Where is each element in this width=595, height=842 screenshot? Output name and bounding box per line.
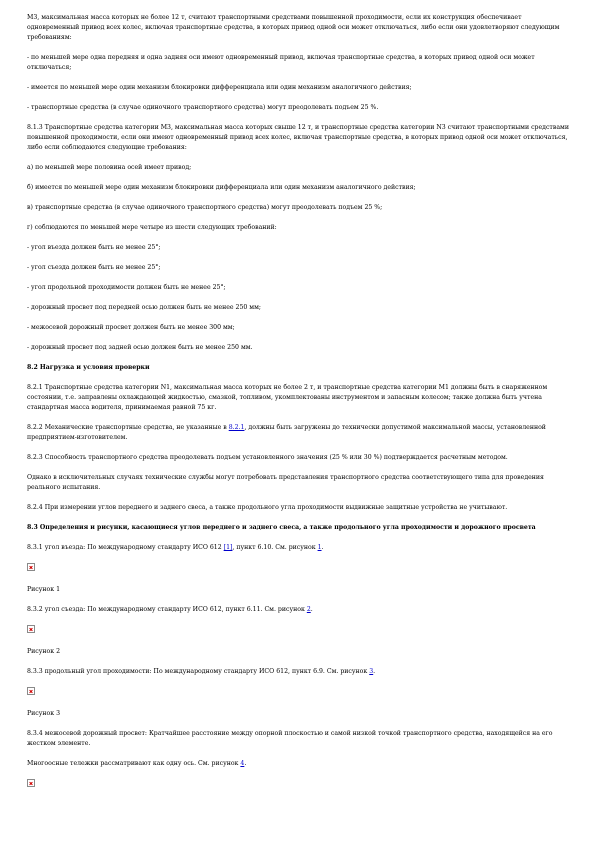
paragraph-8-2-2-text: 8.2.2 Механические транспортные средства, не указанные в bbox=[27, 424, 229, 431]
paragraph-8-2-3: 8.2.3 Способность транспортного средства преодолевать подъем установленного значения (25 % или 30 %) подтверждается расчетным методом. bbox=[27, 454, 508, 461]
paragraph-m3-intro: М3, максимальная масса которых не более 12 т, считают транспортными средствами повышенной проходимости, если их конструкция обеспечивает одновременный привод всех колес, включая транспортные средства, в которых привод одной оси может отключаться, либо если они удовлетворяют следующим требованиям: bbox=[27, 14, 560, 41]
paragraph-8-2-2 bbox=[27, 423, 575, 443]
paragraph-8-3-4: 8.3.4 межосевой дорожный просвет: Кратчайшее расстояние между опорной плоскостью и самой низкой точкой транспортного средства, находящейся на его жестком элементе. bbox=[27, 730, 553, 747]
paragraph-8-2-2-rest: , должны быть загружены до технически допустимой максимальной массы, установленной предприятием-изготовителем. bbox=[27, 424, 546, 441]
paragraph-8-3-2-text: 8.3.2 угол съезда: По международному стандарту ИСО 612, пункт 6.11. См. рисунок bbox=[27, 606, 307, 613]
figure-2-caption: Рисунок 2 bbox=[27, 648, 61, 655]
figure-1-broken-image-icon bbox=[27, 563, 35, 571]
figure-1-caption: Рисунок 1 bbox=[27, 586, 61, 593]
paragraph-departure-angle: - угол съезда должен быть не менее 25°; bbox=[27, 264, 161, 271]
paragraph-multi-axle bbox=[27, 759, 575, 769]
paragraph-8-3-1-mid: , пункт 6.10. См. рисунок bbox=[232, 544, 318, 551]
paragraph-exceptional-cases: Однако в исключительных случаях технические службы могут потребовать представления транспортного средства соответствующего типа для проведения реального испытания. bbox=[27, 474, 544, 491]
figure-link-4[interactable]: 4 bbox=[240, 760, 245, 767]
paragraph-8-3-1-end: . bbox=[321, 544, 324, 551]
paragraph-8-3-2 bbox=[27, 605, 575, 615]
figure-link-1[interactable]: 1 bbox=[317, 544, 322, 551]
figure-3-broken-image-icon bbox=[27, 687, 35, 695]
paragraph-front-clearance: - дорожный просвет под передней осью должен быть не менее 250 мм; bbox=[27, 304, 262, 311]
paragraph-item-g: г) соблюдаются по меньшей мере четыре из шести следующих требований: bbox=[27, 224, 277, 231]
paragraph-ramp-angle: - угол продольной проходимости должен быть не менее 25°; bbox=[27, 284, 226, 291]
section-heading-8-2: 8.2 Нагрузка и условия проверки bbox=[27, 364, 150, 371]
paragraph-8-2-4: 8.2.4 При измерении углов переднего и заднего свеса, а также продольного угла проходимости выдвижные защитные устройства не учитывают. bbox=[27, 504, 508, 511]
paragraph-8-3-2-end: . bbox=[310, 606, 313, 613]
paragraph-approach-angle: - угол въезда должен быть не менее 25°; bbox=[27, 244, 161, 251]
figure-4-broken-image-icon bbox=[27, 779, 35, 787]
paragraph-item-v: в) транспортные средства (в случае одиночного транспортного средства) могут преодолевать подъем 25 %; bbox=[27, 204, 383, 211]
figure-link-3[interactable]: 3 bbox=[369, 668, 374, 675]
document-page bbox=[27, 13, 575, 801]
paragraph-item-b: б) имеется по меньшей мере один механизм блокировки дифференциала или один механизм аналогичного действия; bbox=[27, 184, 416, 191]
paragraph-8-3-3-text: 8.3.3 продольный угол проходимости: По международному стандарту ИСО 612, пункт 6.9. См. рисунок bbox=[27, 668, 370, 675]
paragraph-multi-axle-end: . bbox=[244, 760, 247, 767]
paragraph-8-3-3 bbox=[27, 667, 575, 677]
paragraph-8-1-3: 8.1.3 Транспортные средства категории М3, максимальная масса которых свыше 12 т, и транспортные средства категории N3 считают транспортными средствами повышенной проходимости, если они имеют одновременный привод всех колес, включая транспортные средства, в которых привод одной оси может отключаться, либо если соблюдаются следующие требования: bbox=[27, 124, 569, 151]
section-heading-8-3: 8.3 Определения и рисунки, касающиеся углов переднего и заднего свеса, а также продольного угла проходимости и дорожного просвета bbox=[27, 524, 536, 531]
figure-2-broken-image-icon bbox=[27, 625, 35, 633]
paragraph-8-2-1: 8.2.1 Транспортные средства категории N1, максимальная масса которых не более 2 т, и транспортные средства категории М1 должны быть в снаряженном состоянии, т.е. заправлены охлаждающей жидкостью, смазкой, топливом, укомплектованы инструментом и запасным колесом; также должна быть учтена стандартная масса водителя, принимаемая равной 75 кг. bbox=[27, 384, 548, 411]
reference-link-1[interactable]: [1] bbox=[223, 544, 233, 551]
paragraph-req-diff-lock: - имеется по меньшей мере один механизм блокировки дифференциала или один механизм аналогичного действия; bbox=[27, 84, 412, 91]
paragraph-8-3-1 bbox=[27, 543, 575, 553]
link-8-2-1[interactable]: 8.2.1 bbox=[228, 424, 245, 431]
paragraph-8-3-1-text: 8.3.1 угол въезда: По международному стандарту ИСО 612 bbox=[27, 544, 224, 551]
paragraph-req-axle-drive: - по меньшей мере одна передняя и одна задняя оси имеют одновременный привод, включая транспортные средства, в которых привод одной оси может отключаться; bbox=[27, 54, 535, 71]
figure-3-caption: Рисунок 3 bbox=[27, 710, 61, 717]
paragraph-req-gradient: - транспортные средства (в случае одиночного транспортного средства) могут преодолевать подъем 25 %. bbox=[27, 104, 379, 111]
paragraph-8-3-3-end: . bbox=[373, 668, 376, 675]
paragraph-interaxle-clearance: - межосевой дорожный просвет должен быть не менее 300 мм; bbox=[27, 324, 235, 331]
paragraph-rear-clearance: - дорожный просвет под задней осью должен быть не менее 250 мм. bbox=[27, 344, 253, 351]
paragraph-item-a: а) по меньшей мере половина осей имеет привод; bbox=[27, 164, 192, 171]
paragraph-multi-axle-text: Многоосные тележки рассматривают как одну ось. См. рисунок bbox=[27, 760, 241, 767]
figure-link-2[interactable]: 2 bbox=[306, 606, 311, 613]
